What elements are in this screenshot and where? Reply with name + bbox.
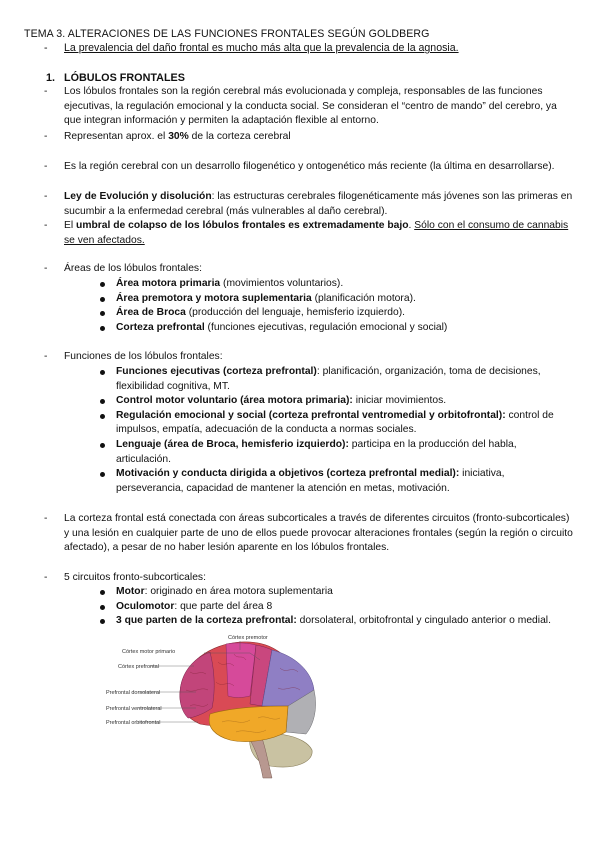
paragraph-definition: - Los lóbulos frontales son la región cerebral más evolucionada y compleja, responsables de las funciones ejecutivas, la regulación emocional y la conducta social. Se consideran el “centro de mando” del cerebro, ya que integran información y permiten la adaptación flexible al entorno.	[44, 86, 557, 127]
list-item: Motor: originado en área motora suplementaria	[100, 585, 584, 600]
label-ventrolateral: Prefrontal ventrolateral	[106, 706, 162, 712]
list-item: Control motor voluntario (área motora primaria): iniciar movimientos.	[100, 394, 574, 409]
label-orbitofrontal: Prefrontal orbitofrontal	[106, 720, 161, 726]
label-dorsolateral: Prefrontal dorsolateral	[106, 690, 161, 696]
areas-section: - Áreas de los lóbulos frontales:	[44, 262, 574, 277]
section-number: 1.	[46, 72, 56, 84]
areas-list	[44, 277, 584, 335]
list-item: Lenguaje (área de Broca, hemisferio izquierdo): participa en la producción del habla, articulación.	[100, 438, 574, 467]
label-prefrontal: Córtex prefrontal	[118, 664, 159, 670]
funciones-intro: Funciones de los lóbulos frontales:	[64, 351, 223, 362]
list-item: Corteza prefrontal (funciones ejecutivas, regulación emocional y social)	[100, 321, 584, 336]
list-item: Motivación y conducta dirigida a objetivos (corteza prefrontal medial): iniciativa, perseverancia, capacidad de mantener la atención en metas, motivación.	[100, 467, 574, 496]
list-item: Área de Broca (producción del lenguaje, hemisferio izquierdo).	[100, 306, 584, 321]
intro-text: La prevalencia del daño frontal es mucho más alta que la prevalencia de la agnosia.	[64, 42, 459, 54]
list-item: Regulación emocional y social (corteza prefrontal ventromedial y orbitofrontal): control de impulsos, empatía, adecuación de la conducta a normas sociales.	[100, 409, 574, 438]
label-premotor: Córtex premotor	[228, 635, 268, 641]
brain-diagram	[100, 632, 380, 780]
funciones-section: - Funciones de los lóbulos frontales:	[44, 350, 574, 365]
circuitos-section: - 5 circuitos fronto-subcorticales:	[44, 571, 574, 586]
label-motor-primario: Córtex motor primario	[122, 649, 176, 655]
list-item: 3 que parten de la corteza prefrontal: dorsolateral, orbitofrontal y cingulado anterior o medial.	[100, 614, 584, 629]
document-page: TEMA 3. ALTERACIONES DE LAS FUNCIONES FRONTALES SEGÚN GOLDBERG - La prevalencia del daño frontal es mucho más alta que la prevalencia de la agnosia. 1. LÓBULOS FRONTALES - Los lóbulos frontales son la región cerebral más evolucionada y compleja, responsables de las funciones ejecutivas, la regulación emocional y la conducta social. Se consideran el “centro de mando” del cerebro, ya que integran información y permiten la adaptación flexible al entorno. - Representan aprox. el 30% de la corteza cerebral - Es la región cerebral con un desarrollo filogenético y ontogenético más reciente (la última en desarrollarse). - Ley de Evolución y disolución: las estructuras cerebrales filogenéticamente más jóvenes son las primeras en sucumbir a la enfermedad cerebral (más vulnerables al daño cerebral). - El umbral de colapso de los lóbulos frontales es extremadamente bajo. Sólo con el consumo de cannabis se ven afectados. - Áreas de los lóbulos frontales: Área motora primaria (movimientos voluntarios). Área premotora y motora suplementaria (planificación motora). Área de Broca (producción del lenguaje, hemisferio izquierdo). Corteza prefrontal (funciones ejecutivas, regulación emocional y social) - Funciones de los lóbulos frontales: Funciones ejecutivas (corteza prefrontal): planificación, organización, toma de decisiones, flexibilidad cognitiva, MT. Control motor voluntario (área motora primaria): iniciar movimientos. Regulación emocional y social (corteza prefrontal ventromedial y orbitofrontal): control de impulsos, empatía, adecuación de la conducta a normas sociales. Lenguaje (área de Broca, hemisferio izquierdo): participa en la producción del habla, articulación. Motivación y conducta dirigida a objetivos (corteza prefrontal medial): iniciativa, perseverancia, capacidad de mantener la atención en metas, motivación. - La corteza frontal está conectada con áreas subcorticales a través de diferentes circuitos (fronto-subcorticales) y una lesión en cualquier parte de uno de ellos puede provocar alteraciones frontales (según la región o circuito afectado), a pesar de no haber lesión aparente en los lóbulos frontales. - 5 circuitos fronto-subcorticales: Motor: originado en área motora suplementaria Oculomotor: que parte del área 8 3 que parten de la corteza prefrontal: dorsolateral, orbitofrontal y cingulado anterior o medial. Córtex motor primario Córtex premotor Córtex prefrontal Prefrontal dorsolateral Prefrontal ventrolateral Prefrontal orbitofrontal	[0, 0, 600, 848]
paragraph-percentage: - Representan aprox. el 30% de la corteza cerebral	[44, 131, 291, 142]
list-item: Área motora primaria (movimientos voluntarios).	[100, 277, 584, 292]
paragraph-development: - Es la región cerebral con un desarrollo filogenético y ontogenético más reciente (la última en desarrollarse).	[44, 161, 555, 172]
list-item: Funciones ejecutivas (corteza prefrontal): planificación, organización, toma de decisiones, flexibilidad cognitiva, MT.	[100, 365, 574, 394]
funciones-list	[44, 365, 574, 496]
paragraph-circuits: - La corteza frontal está conectada con áreas subcorticales a través de diferentes circuitos (fronto-subcorticales) y una lesión en cualquier parte de uno de ellos puede provocar alteraciones frontales (según la región o circuito afectado), a pesar de no haber lesión aparente en los lóbulos frontales.	[44, 513, 573, 554]
paragraph-threshold: - El umbral de colapso de los lóbulos frontales es extremadamente bajo. Sólo con el consumo de cannabis se ven afectados.	[44, 220, 569, 246]
temporal-shape	[209, 706, 288, 742]
circuitos-list	[44, 585, 584, 629]
list-item: Oculomotor: que parte del área 8	[100, 600, 584, 615]
paragraph-law: - Ley de Evolución y disolución: las estructuras cerebrales filogenéticamente más jóvenes son las primeras en sucumbir a la enfermedad cerebral (más vulnerables al daño cerebral).	[44, 191, 573, 217]
areas-intro: Áreas de los lóbulos frontales:	[64, 263, 202, 274]
circuitos-intro: 5 circuitos fronto-subcorticales:	[64, 572, 206, 583]
list-item: Área premotora y motora suplementaria (planificación motora).	[100, 292, 584, 307]
section-title: LÓBULOS FRONTALES	[64, 72, 185, 84]
document-title: TEMA 3. ALTERACIONES DE LAS FUNCIONES FRONTALES SEGÚN GOLDBERG	[24, 28, 430, 40]
